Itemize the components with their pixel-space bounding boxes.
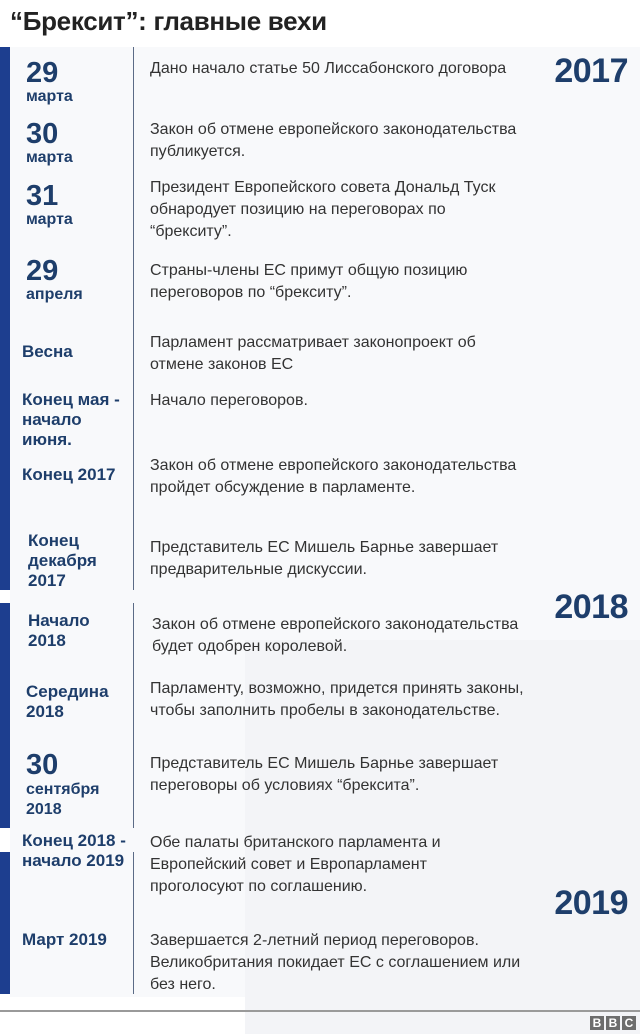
event-description: Начало переговоров. xyxy=(150,392,308,409)
event-description: Завершается 2-летний период переговоров. Великобритания покидает ЕС с соглашением или без него. xyxy=(150,932,521,993)
event-date: Конец 2017 xyxy=(22,465,116,484)
event-day: 29 xyxy=(26,57,59,89)
event-description: Дано начало статье 50 Лиссабонского договора xyxy=(150,60,507,77)
event-day: 30 xyxy=(26,118,59,150)
year-label-2019: 2019 xyxy=(554,884,628,922)
year-label-2018: 2018 xyxy=(554,588,628,626)
page-title: “Брексит”: главные вехи xyxy=(10,6,327,36)
timeline-divider-2019 xyxy=(133,852,134,994)
event-day: 30 xyxy=(26,749,59,781)
event-date: Конец 2018 - начало 2019 xyxy=(22,831,126,870)
event-month: марта xyxy=(26,149,73,166)
event-date xyxy=(26,58,73,106)
event-description: Закон об отмене европейского законодательства будет одобрен королевой. xyxy=(152,616,519,655)
event-day: 29 xyxy=(26,255,59,287)
event-description: Страны-члены ЕС примут общую позицию переговоров по “брекситу”. xyxy=(150,262,468,301)
timeline-divider-2017 xyxy=(133,47,134,590)
year-2017-bar xyxy=(0,47,10,590)
bbc-logo-letter: B xyxy=(590,1016,604,1030)
event-date: Конец декабря 2017 xyxy=(28,531,97,590)
bbc-logo-letter: C xyxy=(622,1016,636,1030)
event-date xyxy=(26,750,116,820)
event-description: Парламент рассматривает законопроект об отмене законов ЕС xyxy=(150,334,476,373)
bbc-logo-letter: B xyxy=(606,1016,620,1030)
event-day: 31 xyxy=(26,180,59,212)
event-date xyxy=(26,256,83,304)
event-description: Обе палаты британского парламента и Европейский совет и Европарламент проголосуют по соглашению. xyxy=(150,834,441,895)
event-description: Закон об отмене европейского законодательства публикуется. xyxy=(150,121,517,160)
event-date: Конец мая - начало июня. xyxy=(22,390,120,449)
event-description: Парламенту, возможно, придется принять законы, чтобы заполнить пробелы в законодательстве. xyxy=(150,680,524,719)
event-date: Весна xyxy=(22,342,73,361)
event-month: марта xyxy=(26,88,73,105)
footer-divider xyxy=(0,1010,640,1012)
event-description: Президент Европейского совета Дональд Туск обнародует позицию на переговорах по “брекситу”. xyxy=(150,179,496,240)
year-label-2017: 2017 xyxy=(554,52,628,90)
event-description: Представитель ЕС Мишель Барнье завершает переговоры об условиях “брексита”. xyxy=(150,755,499,794)
year-2019-bar xyxy=(0,852,10,994)
event-month: апреля xyxy=(26,286,83,303)
event-date: Середина 2018 xyxy=(26,682,109,721)
event-date: Март 2019 xyxy=(22,930,107,949)
event-month: марта xyxy=(26,211,73,228)
event-date: Начало 2018 xyxy=(28,611,90,650)
event-description: Закон об отмене европейского законодательства пройдет обсуждение в парламенте. xyxy=(150,457,517,496)
bbc-logo xyxy=(590,1016,636,1030)
event-date xyxy=(26,181,73,229)
event-description: Представитель ЕС Мишель Барнье завершает предварительные дискуссии. xyxy=(150,539,499,578)
event-date xyxy=(26,119,73,167)
event-month: сентября 2018 xyxy=(26,781,100,818)
year-2018-bar xyxy=(0,603,10,828)
timeline-divider-2018 xyxy=(133,603,134,828)
